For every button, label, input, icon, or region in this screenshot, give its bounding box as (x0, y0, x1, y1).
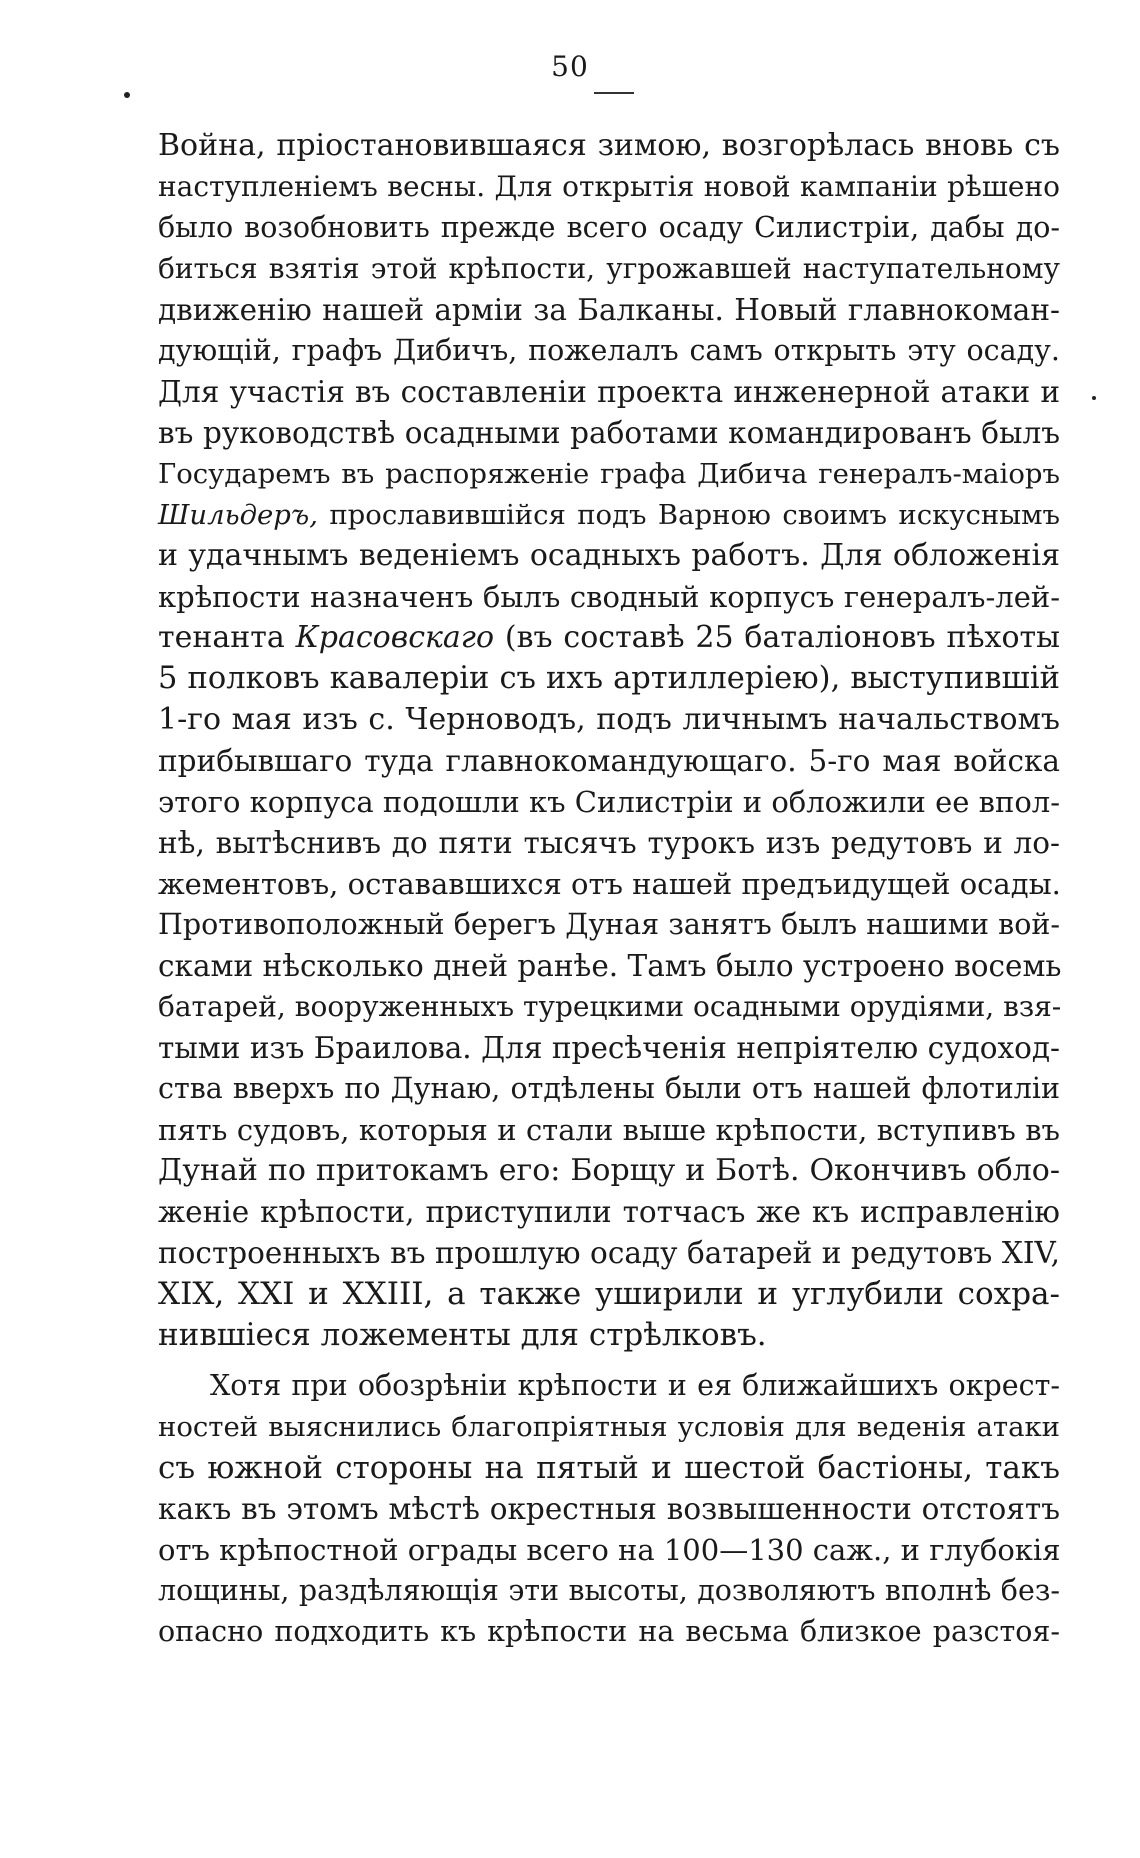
text-line: биться взятія этой крѣпости, угрожавшей наступательному (158, 252, 1060, 285)
italic-name: Шильдеръ, (158, 499, 318, 531)
page-number: 50 (551, 50, 589, 83)
italic-name: Красовскаго (295, 620, 495, 655)
text-line: Государемъ въ распоряженіе графа Дибича генералъ-маіоръ (158, 458, 1060, 490)
text-line: XIX, XXI и XXIII, а также уширили и углубили сохра- (158, 1276, 1060, 1312)
text-line: Шильдеръ, прославившійся подъ Варною своимъ искуснымъ (158, 499, 1060, 531)
text-line: Противоположный берегъ Дуная занятъ былъ нашими вой- (158, 908, 1060, 941)
text-line: 5 полковъ кавалеріи съ ихъ артиллеріею), выступившій (158, 661, 1060, 696)
text-line: Дунай по притокамъ его: Борщу и Ботѣ. Окончивъ обло- (158, 1153, 1060, 1188)
text-line: Для участія въ составленіи проекта инженерной атаки и (158, 375, 1060, 409)
text-line: батарей, вооруженныхъ турецкими осадными орудіями, взя- (158, 990, 1062, 1023)
margin-mark (1092, 396, 1096, 400)
margin-mark (124, 92, 130, 98)
text-line: лощины, раздѣляющія эти высоты, дозволяютъ вполнѣ без- (158, 1574, 1060, 1607)
text-line: этого корпуса подошли къ Силистріи и обложили ее впол- (158, 785, 1060, 819)
text-line: ностей выяснились благопріятныя условія для веденія атаки (158, 1411, 1060, 1443)
text-line: тенанта Красовскаго (въ составѣ 25 баталіоновъ пѣхоты (158, 620, 1060, 655)
text-line: нившіеся ложементы для стрѣлковъ. (158, 1317, 767, 1353)
text-line: 1-го мая изъ с. Черноводъ, подъ личнымъ начальствомъ (158, 702, 1060, 737)
text-line: движенію нашей арміи за Балканы. Новый главнокоман- (158, 293, 1060, 327)
text-line: дующій, графъ Дибичъ, пожелалъ самъ открыть эту осаду. (158, 334, 1060, 367)
text-line: было возобновить прежде всего осаду Силистріи, дабы до- (158, 211, 1060, 244)
text-line: женіе крѣпости, приступили тотчасъ же къ исправленію (158, 1195, 1060, 1229)
text-line: отъ крѣпостной ограды всего на 100—130 саж., и глубокія (158, 1533, 1061, 1567)
text-line: наступленіемъ весны. Для открытія новой кампаніи рѣшено (158, 170, 1060, 203)
text-line: построенныхъ въ прошлую осаду батарей и редутовъ XIV, (158, 1236, 1060, 1270)
text-line: нѣ, вытѣснивъ до пяти тысячъ турокъ изъ редутовъ и ло- (158, 826, 1060, 860)
text-line: сками нѣсколько дней ранѣе. Тамъ было устроено восемь (158, 949, 1062, 983)
text-line: въ руководствѣ осадными работами командированъ былъ (158, 416, 1060, 450)
text-line: крѣпости назначенъ былъ сводный корпусъ генералъ-лей- (158, 580, 1060, 614)
text-line: пять судовъ, которыя и стали выше крѣпости, вступивъ въ (158, 1113, 1060, 1147)
text-line: съ южной стороны на пятый и шестой бастіоны, такъ (158, 1450, 1060, 1486)
text-line: какъ въ этомъ мѣстѣ окрестныя возвышенности отстоятъ (158, 1492, 1060, 1526)
text-line: Война, пріостановившаяся зимою, возгорѣлась вновь съ (158, 128, 1060, 163)
text-line: ства вверхъ по Дунаю, отдѣлены были отъ нашей флотиліи (158, 1072, 1060, 1105)
page-number-rule (594, 92, 634, 94)
text-line: Хотя при обозрѣніи крѣпости и ея ближайшихъ окрест- (210, 1369, 1060, 1402)
text-line: прибывшаго туда главнокомандующаго. 5-го мая войска (158, 744, 1060, 778)
text-line: и удачнымъ веденіемъ осадныхъ работъ. Для обложенія (158, 538, 1060, 573)
text-line: опасно подходить къ крѣпости на весьма близкое разстоя- (158, 1615, 1060, 1648)
text-line: тыми изъ Браилова. Для пресѣченія непріятелю судоход- (158, 1031, 1060, 1065)
text-line: жементовъ, остававшихся отъ нашей предъидущей осады. (158, 867, 1061, 901)
